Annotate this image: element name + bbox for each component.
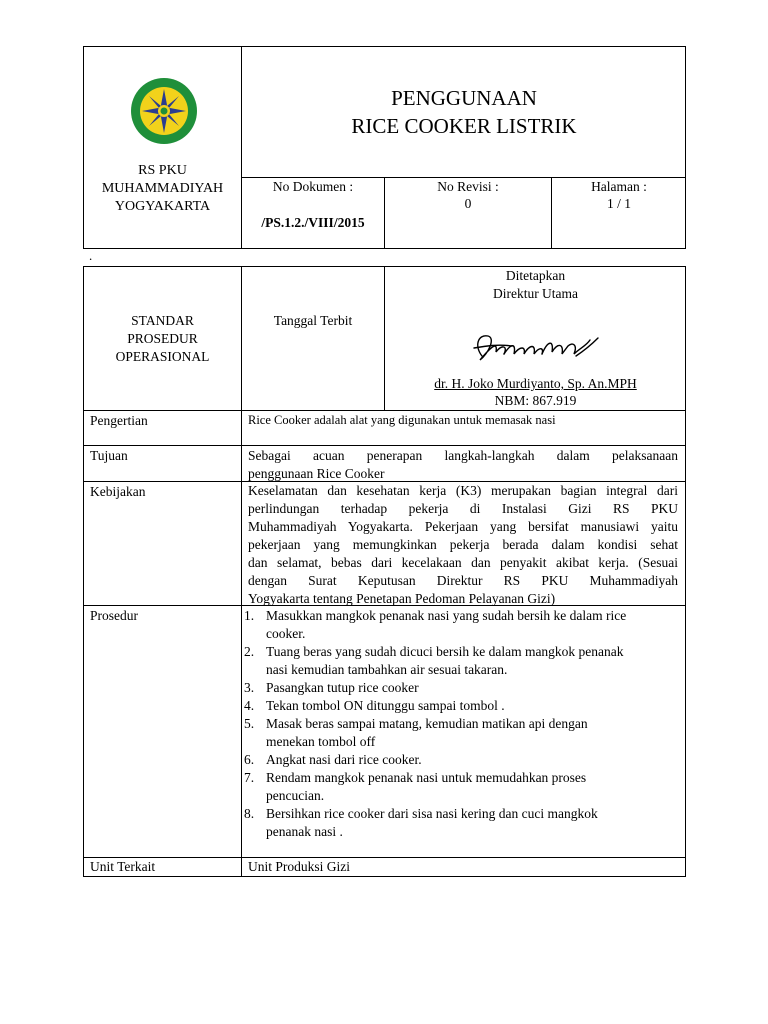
list-item xyxy=(244,643,680,679)
tujuan-text xyxy=(248,447,678,483)
list-item xyxy=(244,607,680,643)
step-line: penanak nasi . xyxy=(266,824,343,839)
sop-label-line: PROSEDUR xyxy=(127,331,198,346)
step-line: Masukkan mangkok penanak nasi yang sudah bersih ke dalam rice xyxy=(266,608,627,623)
step-number: 7. xyxy=(244,770,255,785)
step-line: Bersihkan rice cooker dari sisa nasi kering dan cuci mangkok xyxy=(266,806,598,821)
unit-text: Unit Produksi Gizi xyxy=(248,859,351,874)
kebijakan-line: Muhammadiyah Yogyakarta. Pekerjaan yang bersifat manusiawi yaitu xyxy=(248,519,678,534)
list-item xyxy=(244,697,680,715)
list-item xyxy=(244,715,680,751)
kebijakan-line: Keselamatan dan kesehatan kerja (K3) merupakan bagian integral dari xyxy=(248,483,678,498)
step-line: Tuang beras yang sudah dicuci bersih ke dalam mangkok penanak xyxy=(266,644,624,659)
separator-dot: . xyxy=(89,248,93,263)
issue-date-label: Tanggal Terbit xyxy=(273,313,353,328)
tujuan-line: Sebagai acuan penerapan langkah-langkah dalam pelaksanaan xyxy=(248,448,678,463)
list-item xyxy=(244,769,680,805)
prosedur-steps xyxy=(244,607,680,841)
step-line: Pasangkan tutup rice cooker xyxy=(266,680,419,695)
approval-block xyxy=(385,267,686,303)
director-name: dr. H. Joko Murdiyanto, Sp. An.MPH xyxy=(434,376,637,391)
step-number: 4. xyxy=(244,698,255,713)
step-number: 6. xyxy=(244,752,255,767)
page-label: Halaman : xyxy=(591,179,647,194)
unit-label: Unit Terkait xyxy=(90,859,156,874)
revision-value: 0 xyxy=(464,196,472,211)
step-number: 2. xyxy=(244,644,255,659)
sop-col-divider xyxy=(241,266,242,877)
page-title-line: RICE COOKER LISTRIK xyxy=(351,114,577,138)
step-line: menekan tombol off xyxy=(266,734,376,749)
step-line: Rendam mangkok penanak nasi untuk memudahkan proses xyxy=(266,770,587,785)
kebijakan-label: Kebijakan xyxy=(90,484,146,499)
doc-number-label: No Dokumen : xyxy=(272,179,354,194)
kebijakan-text xyxy=(248,482,678,608)
step-number: 5. xyxy=(244,716,255,731)
prosedur-label: Prosedur xyxy=(90,608,138,623)
sop-label-line: STANDAR xyxy=(131,313,194,328)
step-line: pencucian. xyxy=(266,788,325,803)
pengertian-text: Rice Cooker adalah alat yang digunakan untuk memasak nasi xyxy=(248,413,556,427)
tujuan-line: penggunaan Rice Cooker xyxy=(248,466,385,481)
hospital-name xyxy=(84,162,241,216)
step-number: 1. xyxy=(244,608,255,623)
page-value: 1 / 1 xyxy=(606,196,631,211)
page-title-line: PENGGUNAAN xyxy=(391,86,537,110)
signature-icon xyxy=(468,326,602,368)
step-line: Masak beras sampai matang, kemudian matikan api dengan xyxy=(266,716,588,731)
hospital-name-line: RS PKU xyxy=(138,163,187,178)
tujuan-label: Tujuan xyxy=(90,448,128,463)
step-number: 3. xyxy=(244,680,255,695)
row-divider xyxy=(83,445,686,446)
hospital-logo-icon xyxy=(130,77,198,145)
step-line: cooker. xyxy=(266,626,306,641)
pengertian-label: Pengertian xyxy=(90,413,148,428)
set-by-line: Ditetapkan xyxy=(505,268,566,283)
page-title xyxy=(242,84,686,140)
kebijakan-line: perlindungan terhadap pekerja di Instalasi Gizi RS PKU xyxy=(248,501,678,516)
step-line: Tekan tombol ON ditunggu sampai tombol . xyxy=(266,698,505,713)
row-divider xyxy=(83,857,686,858)
step-line: Angkat nasi dari rice cooker. xyxy=(266,752,422,767)
hospital-name-line: YOGYAKARTA xyxy=(114,199,211,214)
director-nbm: NBM: 867.919 xyxy=(494,393,577,408)
hospital-name-line: MUHAMMADIYAH xyxy=(101,181,224,196)
sop-label xyxy=(84,312,241,366)
list-item xyxy=(244,805,680,841)
step-line: nasi kemudian tambahkan air sesuai takaran. xyxy=(266,662,508,677)
step-number: 8. xyxy=(244,806,255,821)
list-item xyxy=(244,751,680,769)
doc-number-value: /PS.1.2./VIII/2015 xyxy=(261,215,365,230)
revision-label: No Revisi : xyxy=(437,179,499,194)
list-item xyxy=(244,679,680,697)
kebijakan-line: dengan Surat Keputusan Direktur RS PKU Muhammadiyah xyxy=(248,573,678,588)
kebijakan-line: dan selamat, bebas dari kecelakaan dan penyakit akibat kerja. (Sesuai xyxy=(248,555,678,570)
sop-label-line: OPERASIONAL xyxy=(115,349,210,364)
set-by-line: Direktur Utama xyxy=(492,286,579,301)
kebijakan-line: Yogyakarta tentang Penetapan Pedoman Pelayanan Gizi) xyxy=(248,591,556,606)
kebijakan-line: pekerjaan yang memungkinkan pekerja berada dalam kondisi sehat xyxy=(248,537,678,552)
